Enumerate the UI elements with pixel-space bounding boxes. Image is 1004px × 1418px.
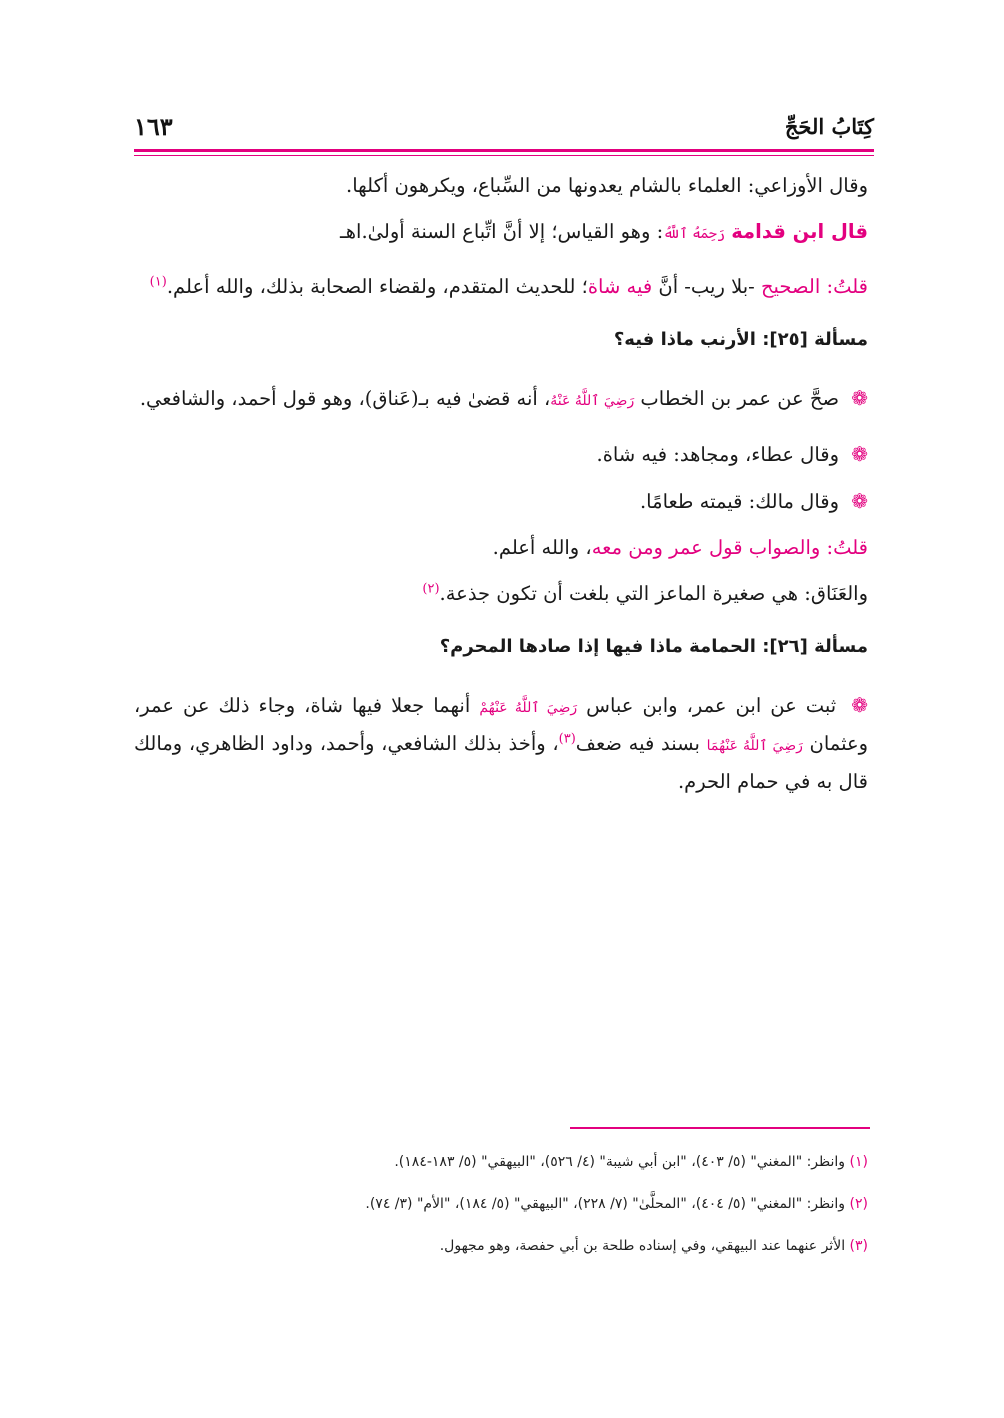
honorific-mark: رَضِيَ ٱللَّهُ عَنْهُ (550, 393, 635, 409)
footnote-ref-3[interactable]: (٣) (558, 731, 576, 747)
issue-heading-25: مسألة [٢٥]: الأرنب ماذا فيه؟ (613, 329, 868, 350)
paragraph-ata-mujahid: ❁ وقال عطاء، ومجاهد: فيه شاة. (596, 442, 868, 466)
paragraph-anaq-definition: والعَنَاق: هي صغيرة الماعز التي بلغت أن تكون جذعة.$^{(٢)}$ (422, 581, 868, 605)
footnote-3: (٣) الأثر عنهما عند البيهقي، وفي إسناده طلحة بن أبي حفصة، وهو مجهول. (439, 1238, 868, 1254)
honorific-mark: رَحِمَهُ ٱللَّهُ (663, 226, 726, 242)
footnote-1: (١) وانظر: "المغني" (٥/ ٤٠٣)، "ابن أبي شيبة" (٤/ ٥٢٦)، "البيهقي" (٥/ ١٨٣-١٨٤). (394, 1154, 868, 1170)
footnote-ref-2[interactable]: (٢) (422, 581, 440, 597)
main-text (134, 168, 868, 817)
running-title: كِتَابُ الحَجِّ (784, 114, 874, 139)
author-lead: قلتُ: (826, 536, 868, 559)
header-rule-thick (134, 149, 874, 152)
paragraph-awzai: وقال الأوزاعي: العلماء بالشام يعدونها من السِّباع، ويكرهون أكلها. (346, 174, 868, 197)
page-number: ١٦٣ (134, 112, 173, 141)
header-rule-thin (134, 155, 874, 156)
honorific-mark: رَضِيَ ٱللَّهُ عَنْهُمْ (479, 700, 578, 716)
flower-bullet-icon: ❁ (851, 386, 868, 410)
footnote-separator (570, 1127, 870, 1129)
paragraph-malik: ❁ وقال مالك: قيمته طعامًا. (639, 489, 868, 513)
page-header (134, 112, 874, 146)
footnote-ref-1[interactable]: (١) (149, 274, 167, 290)
paragraph-ibn-qudama: قال ابن قدامة رَحِمَهُ ٱللَّهُ: وهو القياس؛ إلا أنَّ اتِّباع السنة أولىٰ.اهـ (340, 220, 868, 243)
footnote-2: (٢) وانظر: "المغني" (٥/ ٤٠٤)، "المحلَّىٰ" (٧/ ٢٢٨)، "البيهقي" (٥/ ١٨٤)، "الأم" (٣/ ٧٤). (365, 1196, 868, 1212)
honorific-mark: رَضِيَ ٱللَّهُ عَنْهُمَا (706, 738, 803, 754)
paragraph-umar-ruling: ❁ صحَّ عن عمر بن الخطاب رَضِيَ ٱللَّهُ عَنْهُ، أنه قضىٰ فيه بـ(عَناق)، وهو قول أحمد، والشافعي. (139, 386, 868, 410)
flower-bullet-icon: ❁ (851, 442, 868, 466)
flower-bullet-icon: ❁ (851, 489, 868, 513)
paragraph-author-opinion-1: قلتُ: الصحيح -بلا ريب- أنَّ فيه شاة؛ للحديث المتقدم، ولقضاء الصحابة بذلك، والله أعلم.$^{(١)}$ (149, 274, 868, 298)
author-lead: قلتُ: (826, 275, 868, 298)
flower-bullet-icon: ❁ (851, 693, 869, 717)
paragraph-author-opinion-2: قلتُ: والصواب قول عمر ومن معه، والله أعلم. (492, 536, 868, 559)
quoted-scholar: قال ابن قدامة (731, 220, 868, 243)
issue-heading-26: مسألة [٢٦]: الحمامة ماذا فيها إذا صادها المحرم؟ (439, 636, 868, 657)
footnotes (134, 1152, 868, 1278)
paragraph-pigeon-ruling: ❁ ثبت عن ابن عمر، وابن عباس رَضِيَ ٱللَّهُ عَنْهُمْ أنهما جعلا فيها شاة، وجاء ذلك عن عمر، وعثمان رَضِيَ ٱللَّهُ عَنْهُمَا بسند فيه ضعف$^{(٣)}$، وأخذ بذلك الشافعي، وأحمد، وداود الظاهري، ومالك قال به في حمام الحرم. (134, 693, 869, 793)
